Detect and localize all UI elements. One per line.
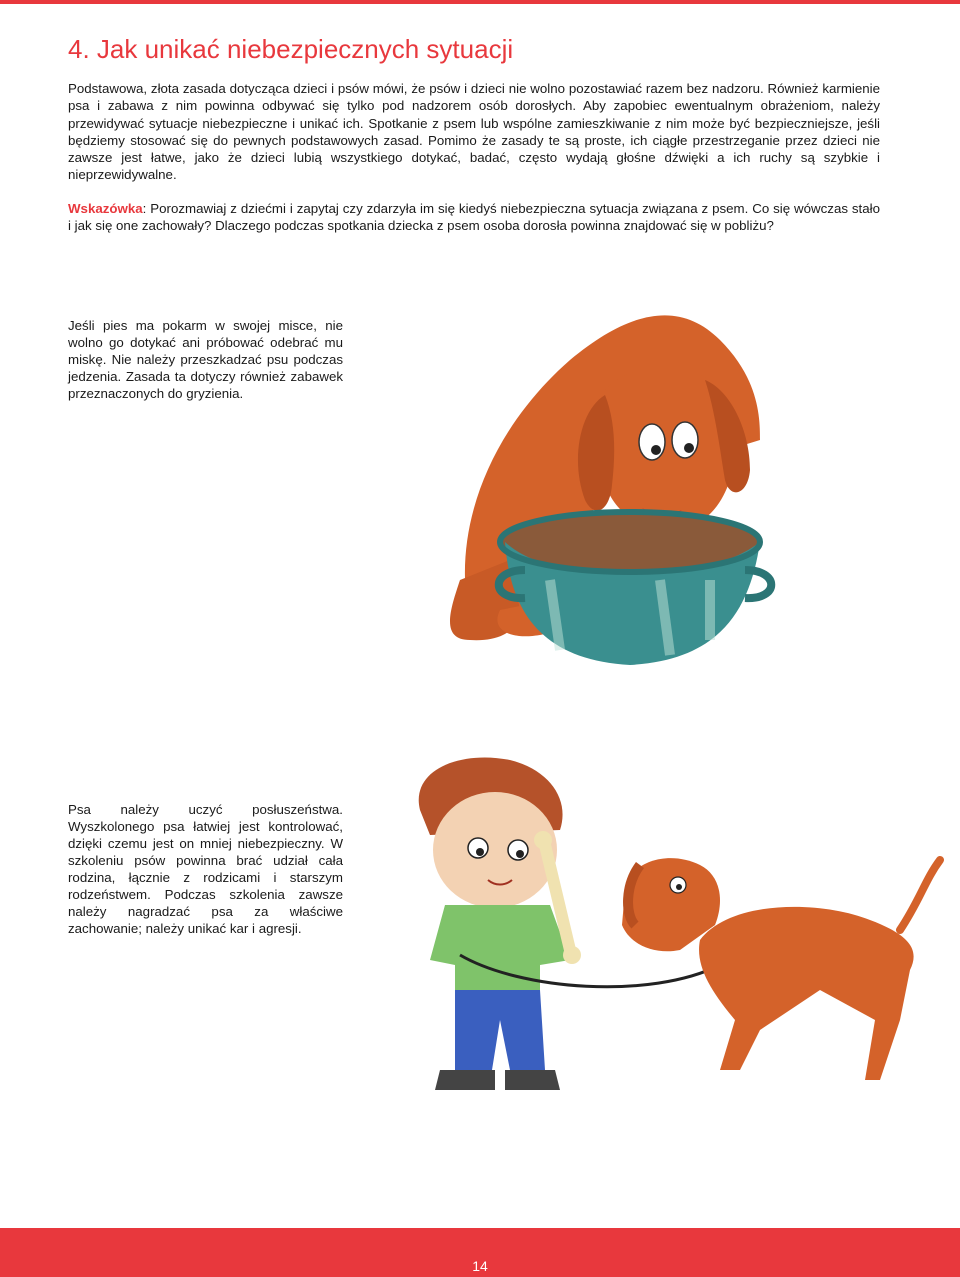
tip-text: : Porozmawiaj z dziećmi i zapytaj czy zdarzyła im się kiedyś niebezpieczna sytuacja związana z psem. Co się wówczas stało i jak się one zachowały? Dlaczego podczas spotkania dziecka z psem osoba dorosła powinna znajdować się w pobliżu?: [68, 201, 880, 234]
dog-body: [699, 907, 914, 1080]
intro-paragraph: Podstawowa, złota zasada dotycząca dzieci i psów mówi, że psów i dzieci nie wolno pozostawiać razem bez nadzoru. Również karmienie psa i zabawa z nim powinna odbywać się tylko pod nadzorem osób dorosłych. Aby zapobiec ewentualnym obrażeniom, należy przewidywać sytuacje niebezpieczne i unikać ich. Spotkanie z psem lub wspólne zamieszkiwanie z nim może być bezpieczniejsze, jeśli będziemy stosować się do pewnych podstawowych zasad. Pomimo że zasady te są proste, ich ciągłe przestrzeganie przez dzieci nie zawsze jest łatwe, jako że dzieci lubią wszystkiego dotykać, badać, często wydają głośne dźwięki a ich ruchy są szybkie i nieprzewidywalne.: [68, 81, 880, 183]
tip-label: Wskazówka: [68, 201, 143, 216]
page-number: 14: [472, 1258, 488, 1274]
dog-eating-illustration: [430, 280, 960, 690]
boy-face: [433, 792, 557, 908]
rule-food-bowl-text: Jeśli pies ma pokarm w swojej misce, nie wolno go dotykać ani próbować odebrać mu miskę. Nie należy przeszkadzać psu podczas jedzenia. Zasada ta dotyczy również zabawek przeznaczonych do gryzienia.: [68, 318, 343, 401]
boy-training-dog-illustration: [400, 750, 960, 1150]
top-rule: [0, 0, 960, 4]
page-title: 4. Jak unikać niebezpiecznych sytuacji: [68, 34, 514, 64]
boy-pants: [455, 990, 545, 1070]
tip-paragraph: [68, 200, 880, 235]
rule-obedience-text: Psa należy uczyć posłuszeństwa. Wyszkolonego psa łatwiej jest kontrolować, dzięki czemu jest on mniej niebezpieczny. W szkoleniu psów powinna brać udział cała rodzina, łącznie z rodzicami i starszym rodzeństwem. Podczas szkolenia zawsze należy nagradzać psa za właściwe zachowanie; należy unikać kar i agresji.: [68, 802, 343, 936]
boy-shirt: [430, 905, 570, 990]
